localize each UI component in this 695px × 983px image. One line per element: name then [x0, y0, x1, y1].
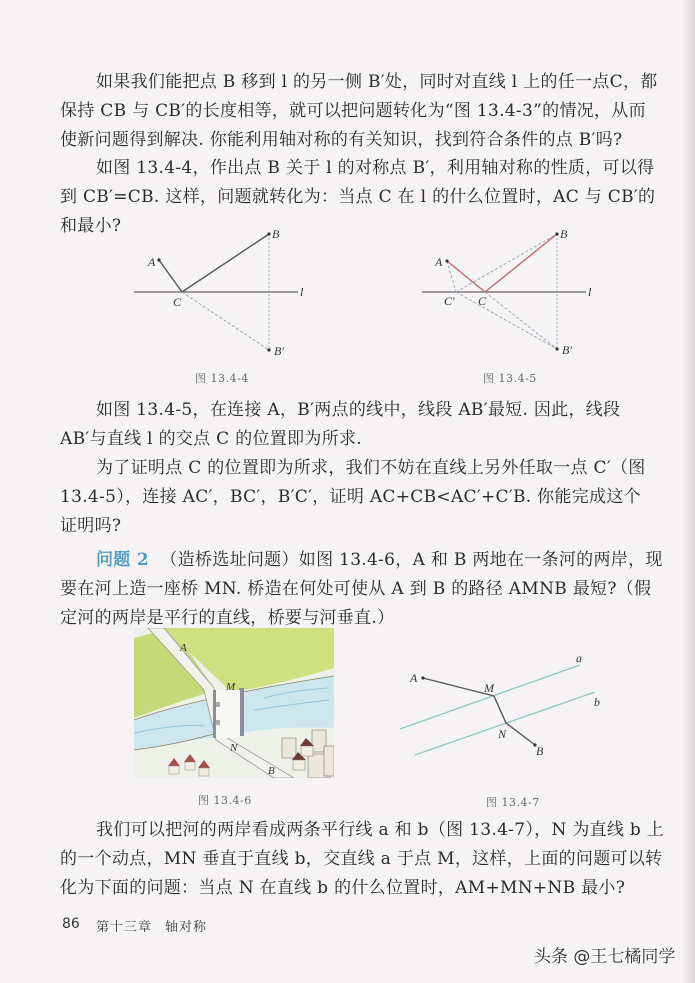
text-line: 和最小? [60, 216, 122, 236]
text-line: 证明吗? [60, 516, 122, 536]
figure-caption: 图 13.4-4 [195, 372, 249, 385]
paragraph-1 [60, 68, 686, 155]
svg-text:C: C [173, 295, 182, 309]
bridge-illustration [134, 628, 334, 778]
text-line: 如图 13.4-4，作出点 B 关于 l 的对称点 B′，利用轴对称的性质，可以得 [96, 158, 655, 178]
reflection-diagram-1 [120, 220, 320, 370]
chapter-title: 轴对称 [165, 920, 208, 935]
problem-2-paragraph [60, 546, 686, 633]
svg-text:l: l [588, 285, 592, 299]
svg-text:B′: B′ [274, 344, 284, 358]
svg-text:N: N [230, 742, 238, 754]
text-line: 要在河上造一座桥 MN. 桥造在何处可使从 A 到 B 的路径 AMNB 最短?（假 [60, 579, 652, 599]
svg-text:b: b [594, 695, 600, 709]
svg-text:A: A [435, 255, 443, 269]
svg-text:B: B [536, 744, 544, 758]
svg-text:B: B [272, 227, 280, 241]
figure-caption: 图 13.4-5 [483, 372, 537, 385]
figure-13-4-4 [120, 220, 320, 390]
svg-text:A: A [410, 671, 418, 685]
reflection-diagram-2 [410, 220, 610, 370]
text-line: 使新问题得到解决. 你能利用轴对称的有关知识，找到符合条件的点 B′吗? [60, 130, 623, 150]
svg-text:M: M [484, 681, 494, 695]
text-line: 的一个动点，MN 垂直于直线 b，交直线 a 于点 M，这样，上面的问题可以转 [60, 849, 663, 869]
svg-text:B: B [560, 227, 568, 241]
svg-text:A: A [180, 642, 187, 654]
text-line: 我们可以把河的两岸看成两条平行线 a 和 b（图 13.4-7），N 为直线 b 上 [96, 820, 665, 840]
paragraph-6 [60, 816, 686, 903]
text-line: 13.4-5），连接 AC′，BC′，B′C′，证明 AC+CB<AC′+C′B. 你能完成这个 [60, 487, 641, 507]
svg-text:B: B [268, 765, 275, 777]
svg-text:C′: C′ [444, 294, 455, 308]
figure-13-4-7 [390, 640, 620, 810]
svg-text:a: a [576, 651, 582, 665]
chapter-label: 第十三章 [96, 920, 153, 935]
paragraph-3 [60, 396, 686, 454]
text-line: 定河的两岸是平行的直线，桥要与河垂直.） [60, 608, 395, 628]
svg-text:C: C [478, 294, 487, 308]
svg-text:l: l [300, 285, 304, 299]
text-line: 化为下面的问题：当点 N 在直线 b 的什么位置时，AM+MN+NB 最小? [60, 878, 626, 898]
svg-text:N: N [498, 727, 507, 741]
text-line: 如图 13.4-5，在连接 A，B′两点的线中，线段 AB′最短. 因此，线段 [96, 400, 621, 420]
figure-13-4-6 [134, 628, 344, 808]
text-line: AB′与直线 l 的交点 C 的位置即为所求. [60, 429, 362, 449]
text-line: 到 CB′=CB. 这样，问题就转化为：当点 C 在 l 的什么位置时，AC 与 CB′的 [60, 187, 656, 207]
parallel-lines-diagram [390, 640, 620, 770]
svg-text:B′: B′ [562, 343, 572, 357]
page-number: 86 [62, 916, 80, 932]
svg-text:A: A [148, 255, 156, 269]
problem-label: 问题 2 [96, 550, 149, 570]
text-line: 为了证明点 C 的位置即为所求，我们不妨在直线上另外任取一点 C′（图 [96, 458, 646, 478]
paragraph-4 [60, 454, 686, 541]
figure-caption: 图 13.4-7 [486, 796, 540, 809]
text-line: 保持 CB 与 CB′的长度相等，就可以把问题转化为“图 13.4-3”的情况，从而 [60, 101, 646, 121]
text-line: 问题 2 （造桥选址问题）如图 13.4-6，A 和 B 两地在一条河的两岸，现 [96, 550, 663, 570]
figure-caption: 图 13.4-6 [198, 794, 252, 807]
text-line: 如果我们能把点 B 移到 l 的另一侧 B′处，同时对直线 l 上的任一点C，都 [96, 72, 658, 92]
svg-text:M: M [226, 681, 236, 693]
watermark: 头条 @王七橘同学 [534, 947, 676, 967]
figure-13-4-5 [410, 220, 610, 390]
